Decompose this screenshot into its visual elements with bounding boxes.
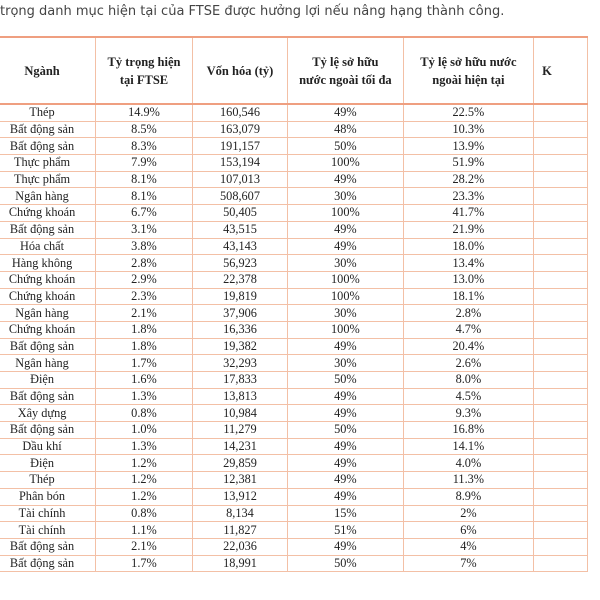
cell-max-foreign-ownership: 100% bbox=[288, 155, 404, 172]
cell-max-foreign-ownership: 49% bbox=[288, 221, 404, 238]
table-row bbox=[0, 522, 588, 539]
cell-k bbox=[534, 104, 588, 121]
cell-k bbox=[534, 138, 588, 155]
cell-current-foreign-ownership: 2.6% bbox=[403, 355, 533, 372]
cell-market-cap: 12,381 bbox=[192, 472, 287, 489]
cell-market-cap: 13,813 bbox=[192, 388, 287, 405]
cell-max-foreign-ownership: 50% bbox=[288, 138, 404, 155]
cell-market-cap: 107,013 bbox=[192, 171, 287, 188]
cell-max-foreign-ownership: 49% bbox=[288, 438, 404, 455]
cell-current-foreign-ownership: 9.3% bbox=[403, 405, 533, 422]
cell-sector: Chứng khoán bbox=[0, 271, 96, 288]
cell-k bbox=[534, 321, 588, 338]
cell-k bbox=[534, 372, 588, 389]
cell-ftse-weight: 1.2% bbox=[96, 488, 193, 505]
table-row bbox=[0, 355, 588, 372]
table-row bbox=[0, 438, 588, 455]
cell-market-cap: 11,279 bbox=[192, 422, 287, 439]
table-row bbox=[0, 455, 588, 472]
cell-current-foreign-ownership: 4.7% bbox=[403, 321, 533, 338]
cell-max-foreign-ownership: 49% bbox=[288, 104, 404, 121]
table-row bbox=[0, 121, 588, 138]
cell-k bbox=[534, 255, 588, 272]
table-row bbox=[0, 488, 588, 505]
cell-max-foreign-ownership: 49% bbox=[288, 472, 404, 489]
cell-market-cap: 13,912 bbox=[192, 488, 287, 505]
cell-current-foreign-ownership: 21.9% bbox=[403, 221, 533, 238]
cell-k bbox=[534, 205, 588, 222]
cell-current-foreign-ownership: 28.2% bbox=[403, 171, 533, 188]
cell-sector: Ngân hàng bbox=[0, 355, 96, 372]
cell-ftse-weight: 1.7% bbox=[96, 355, 193, 372]
cell-ftse-weight: 0.8% bbox=[96, 505, 193, 522]
cell-sector: Tài chính bbox=[0, 522, 96, 539]
table-row bbox=[0, 555, 588, 572]
cell-market-cap: 153,194 bbox=[192, 155, 287, 172]
cell-max-foreign-ownership: 30% bbox=[288, 188, 404, 205]
cell-market-cap: 508,607 bbox=[192, 188, 287, 205]
cell-sector: Xây dựng bbox=[0, 405, 96, 422]
cell-current-foreign-ownership: 4% bbox=[403, 538, 533, 555]
cell-sector: Thực phẩm bbox=[0, 155, 96, 172]
cell-sector: Bất động sản bbox=[0, 388, 96, 405]
cell-max-foreign-ownership: 50% bbox=[288, 555, 404, 572]
caption-text: trọng danh mục hiện tại của FTSE được hưởng lợi nếu nâng hạng thành công. bbox=[0, 4, 505, 19]
table-row bbox=[0, 155, 588, 172]
cell-market-cap: 22,036 bbox=[192, 538, 287, 555]
cell-sector: Bất động sản bbox=[0, 422, 96, 439]
cell-k bbox=[534, 488, 588, 505]
header-sector: Ngành bbox=[0, 37, 96, 104]
cell-market-cap: 32,293 bbox=[192, 355, 287, 372]
cell-sector: Bất động sản bbox=[0, 538, 96, 555]
cell-market-cap: 19,819 bbox=[192, 288, 287, 305]
table-row bbox=[0, 338, 588, 355]
cell-ftse-weight: 14.9% bbox=[96, 104, 193, 121]
table-row bbox=[0, 188, 588, 205]
cell-current-foreign-ownership: 16.8% bbox=[403, 422, 533, 439]
cell-sector: Hàng không bbox=[0, 255, 96, 272]
cell-market-cap: 17,833 bbox=[192, 372, 287, 389]
ftse-stocks-table bbox=[0, 36, 588, 572]
cell-sector: Bất động sản bbox=[0, 221, 96, 238]
cell-market-cap: 43,143 bbox=[192, 238, 287, 255]
table-row bbox=[0, 104, 588, 121]
table-row bbox=[0, 505, 588, 522]
cell-current-foreign-ownership: 4.5% bbox=[403, 388, 533, 405]
table-row bbox=[0, 321, 588, 338]
header-max-foreign-ownership: Tỷ lệ sở hữu nước ngoài tối đa bbox=[288, 37, 404, 104]
table-row bbox=[0, 255, 588, 272]
cell-k bbox=[534, 422, 588, 439]
cell-current-foreign-ownership: 2.8% bbox=[403, 305, 533, 322]
cell-ftse-weight: 1.2% bbox=[96, 472, 193, 489]
cell-k bbox=[534, 121, 588, 138]
header-k: K bbox=[534, 37, 588, 104]
cell-max-foreign-ownership: 51% bbox=[288, 522, 404, 539]
cell-ftse-weight: 3.1% bbox=[96, 221, 193, 238]
cell-k bbox=[534, 338, 588, 355]
cell-sector: Thép bbox=[0, 472, 96, 489]
cell-sector: Thực phẩm bbox=[0, 171, 96, 188]
cell-current-foreign-ownership: 2% bbox=[403, 505, 533, 522]
cell-sector: Bất động sản bbox=[0, 555, 96, 572]
cell-current-foreign-ownership: 13.4% bbox=[403, 255, 533, 272]
cell-k bbox=[534, 522, 588, 539]
cell-sector: Chứng khoán bbox=[0, 321, 96, 338]
cell-ftse-weight: 1.0% bbox=[96, 422, 193, 439]
cell-k bbox=[534, 271, 588, 288]
cell-sector: Chứng khoán bbox=[0, 205, 96, 222]
table-row bbox=[0, 372, 588, 389]
cell-max-foreign-ownership: 30% bbox=[288, 255, 404, 272]
cell-max-foreign-ownership: 49% bbox=[288, 388, 404, 405]
cell-current-foreign-ownership: 7% bbox=[403, 555, 533, 572]
cell-ftse-weight: 8.3% bbox=[96, 138, 193, 155]
cell-k bbox=[534, 505, 588, 522]
cell-ftse-weight: 1.1% bbox=[96, 522, 193, 539]
cell-sector: Điện bbox=[0, 372, 96, 389]
cell-current-foreign-ownership: 4.0% bbox=[403, 455, 533, 472]
cell-ftse-weight: 1.8% bbox=[96, 321, 193, 338]
cell-max-foreign-ownership: 100% bbox=[288, 288, 404, 305]
cell-max-foreign-ownership: 48% bbox=[288, 121, 404, 138]
cell-current-foreign-ownership: 10.3% bbox=[403, 121, 533, 138]
cell-ftse-weight: 2.8% bbox=[96, 255, 193, 272]
cell-current-foreign-ownership: 8.9% bbox=[403, 488, 533, 505]
cell-k bbox=[534, 155, 588, 172]
cell-market-cap: 163,079 bbox=[192, 121, 287, 138]
cell-ftse-weight: 7.9% bbox=[96, 155, 193, 172]
cell-market-cap: 11,827 bbox=[192, 522, 287, 539]
cell-ftse-weight: 8.5% bbox=[96, 121, 193, 138]
cell-current-foreign-ownership: 20.4% bbox=[403, 338, 533, 355]
cell-current-foreign-ownership: 6% bbox=[403, 522, 533, 539]
cell-k bbox=[534, 538, 588, 555]
cell-max-foreign-ownership: 30% bbox=[288, 355, 404, 372]
header-current-foreign-ownership: Tỷ lệ sở hữu nước ngoài hiện tại bbox=[403, 37, 533, 104]
cell-current-foreign-ownership: 41.7% bbox=[403, 205, 533, 222]
cell-ftse-weight: 1.3% bbox=[96, 388, 193, 405]
cell-max-foreign-ownership: 15% bbox=[288, 505, 404, 522]
cell-max-foreign-ownership: 100% bbox=[288, 205, 404, 222]
table-row bbox=[0, 388, 588, 405]
cell-market-cap: 19,382 bbox=[192, 338, 287, 355]
table-row bbox=[0, 288, 588, 305]
cell-current-foreign-ownership: 13.0% bbox=[403, 271, 533, 288]
cell-k bbox=[534, 438, 588, 455]
cell-ftse-weight: 1.8% bbox=[96, 338, 193, 355]
cell-market-cap: 16,336 bbox=[192, 321, 287, 338]
cell-max-foreign-ownership: 100% bbox=[288, 321, 404, 338]
cell-ftse-weight: 2.1% bbox=[96, 305, 193, 322]
cell-sector: Bất động sản bbox=[0, 138, 96, 155]
cell-market-cap: 37,906 bbox=[192, 305, 287, 322]
cell-market-cap: 160,546 bbox=[192, 104, 287, 121]
cell-sector: Điện bbox=[0, 455, 96, 472]
table-row bbox=[0, 422, 588, 439]
cell-market-cap: 50,405 bbox=[192, 205, 287, 222]
cell-k bbox=[534, 455, 588, 472]
cell-current-foreign-ownership: 51.9% bbox=[403, 155, 533, 172]
cell-sector: Hóa chất bbox=[0, 238, 96, 255]
cell-market-cap: 43,515 bbox=[192, 221, 287, 238]
cell-max-foreign-ownership: 49% bbox=[288, 455, 404, 472]
cell-max-foreign-ownership: 50% bbox=[288, 422, 404, 439]
cell-max-foreign-ownership: 30% bbox=[288, 305, 404, 322]
cell-ftse-weight: 2.9% bbox=[96, 271, 193, 288]
cell-max-foreign-ownership: 49% bbox=[288, 171, 404, 188]
cell-max-foreign-ownership: 49% bbox=[288, 538, 404, 555]
cell-market-cap: 8,134 bbox=[192, 505, 287, 522]
table-row bbox=[0, 138, 588, 155]
table-row bbox=[0, 405, 588, 422]
cell-k bbox=[534, 238, 588, 255]
cell-k bbox=[534, 388, 588, 405]
cell-market-cap: 22,378 bbox=[192, 271, 287, 288]
cell-ftse-weight: 2.1% bbox=[96, 538, 193, 555]
cell-market-cap: 14,231 bbox=[192, 438, 287, 455]
cell-max-foreign-ownership: 50% bbox=[288, 372, 404, 389]
cell-market-cap: 56,923 bbox=[192, 255, 287, 272]
cell-sector: Bất động sản bbox=[0, 338, 96, 355]
cell-market-cap: 18,991 bbox=[192, 555, 287, 572]
cell-k bbox=[534, 405, 588, 422]
cell-sector: Ngân hàng bbox=[0, 188, 96, 205]
cell-k bbox=[534, 288, 588, 305]
header-ftse-weight: Tỷ trọng hiện tại FTSE bbox=[96, 37, 193, 104]
cell-ftse-weight: 0.8% bbox=[96, 405, 193, 422]
cell-ftse-weight: 1.2% bbox=[96, 455, 193, 472]
cell-k bbox=[534, 171, 588, 188]
cell-current-foreign-ownership: 18.1% bbox=[403, 288, 533, 305]
cell-sector: Chứng khoán bbox=[0, 288, 96, 305]
table-row bbox=[0, 221, 588, 238]
cell-ftse-weight: 8.1% bbox=[96, 188, 193, 205]
cell-market-cap: 29,859 bbox=[192, 455, 287, 472]
cell-sector: Bất động sản bbox=[0, 121, 96, 138]
table-row bbox=[0, 472, 588, 489]
cell-current-foreign-ownership: 13.9% bbox=[403, 138, 533, 155]
cell-max-foreign-ownership: 100% bbox=[288, 271, 404, 288]
cell-sector: Thép bbox=[0, 104, 96, 121]
cell-ftse-weight: 2.3% bbox=[96, 288, 193, 305]
table-row bbox=[0, 271, 588, 288]
cell-k bbox=[534, 305, 588, 322]
header-row bbox=[0, 37, 588, 104]
cell-market-cap: 10,984 bbox=[192, 405, 287, 422]
cell-ftse-weight: 1.6% bbox=[96, 372, 193, 389]
cell-ftse-weight: 3.8% bbox=[96, 238, 193, 255]
cell-current-foreign-ownership: 22.5% bbox=[403, 104, 533, 121]
cell-ftse-weight: 8.1% bbox=[96, 171, 193, 188]
table-row bbox=[0, 205, 588, 222]
cell-sector: Dầu khí bbox=[0, 438, 96, 455]
cell-max-foreign-ownership: 49% bbox=[288, 488, 404, 505]
cell-ftse-weight: 1.7% bbox=[96, 555, 193, 572]
table-row bbox=[0, 238, 588, 255]
table-row bbox=[0, 305, 588, 322]
cell-sector: Ngân hàng bbox=[0, 305, 96, 322]
cell-sector: Phân bón bbox=[0, 488, 96, 505]
cell-k bbox=[534, 555, 588, 572]
cell-market-cap: 191,157 bbox=[192, 138, 287, 155]
cell-k bbox=[534, 221, 588, 238]
cell-max-foreign-ownership: 49% bbox=[288, 338, 404, 355]
cell-max-foreign-ownership: 49% bbox=[288, 238, 404, 255]
cell-current-foreign-ownership: 14.1% bbox=[403, 438, 533, 455]
cell-current-foreign-ownership: 23.3% bbox=[403, 188, 533, 205]
cell-max-foreign-ownership: 49% bbox=[288, 405, 404, 422]
cell-ftse-weight: 1.3% bbox=[96, 438, 193, 455]
cell-k bbox=[534, 188, 588, 205]
header-market-cap: Vốn hóa (tỷ) bbox=[192, 37, 287, 104]
cell-current-foreign-ownership: 18.0% bbox=[403, 238, 533, 255]
cell-current-foreign-ownership: 11.3% bbox=[403, 472, 533, 489]
cell-sector: Tài chính bbox=[0, 505, 96, 522]
cell-k bbox=[534, 355, 588, 372]
cell-k bbox=[534, 472, 588, 489]
cell-ftse-weight: 6.7% bbox=[96, 205, 193, 222]
cell-current-foreign-ownership: 8.0% bbox=[403, 372, 533, 389]
table-row bbox=[0, 171, 588, 188]
table-row bbox=[0, 538, 588, 555]
